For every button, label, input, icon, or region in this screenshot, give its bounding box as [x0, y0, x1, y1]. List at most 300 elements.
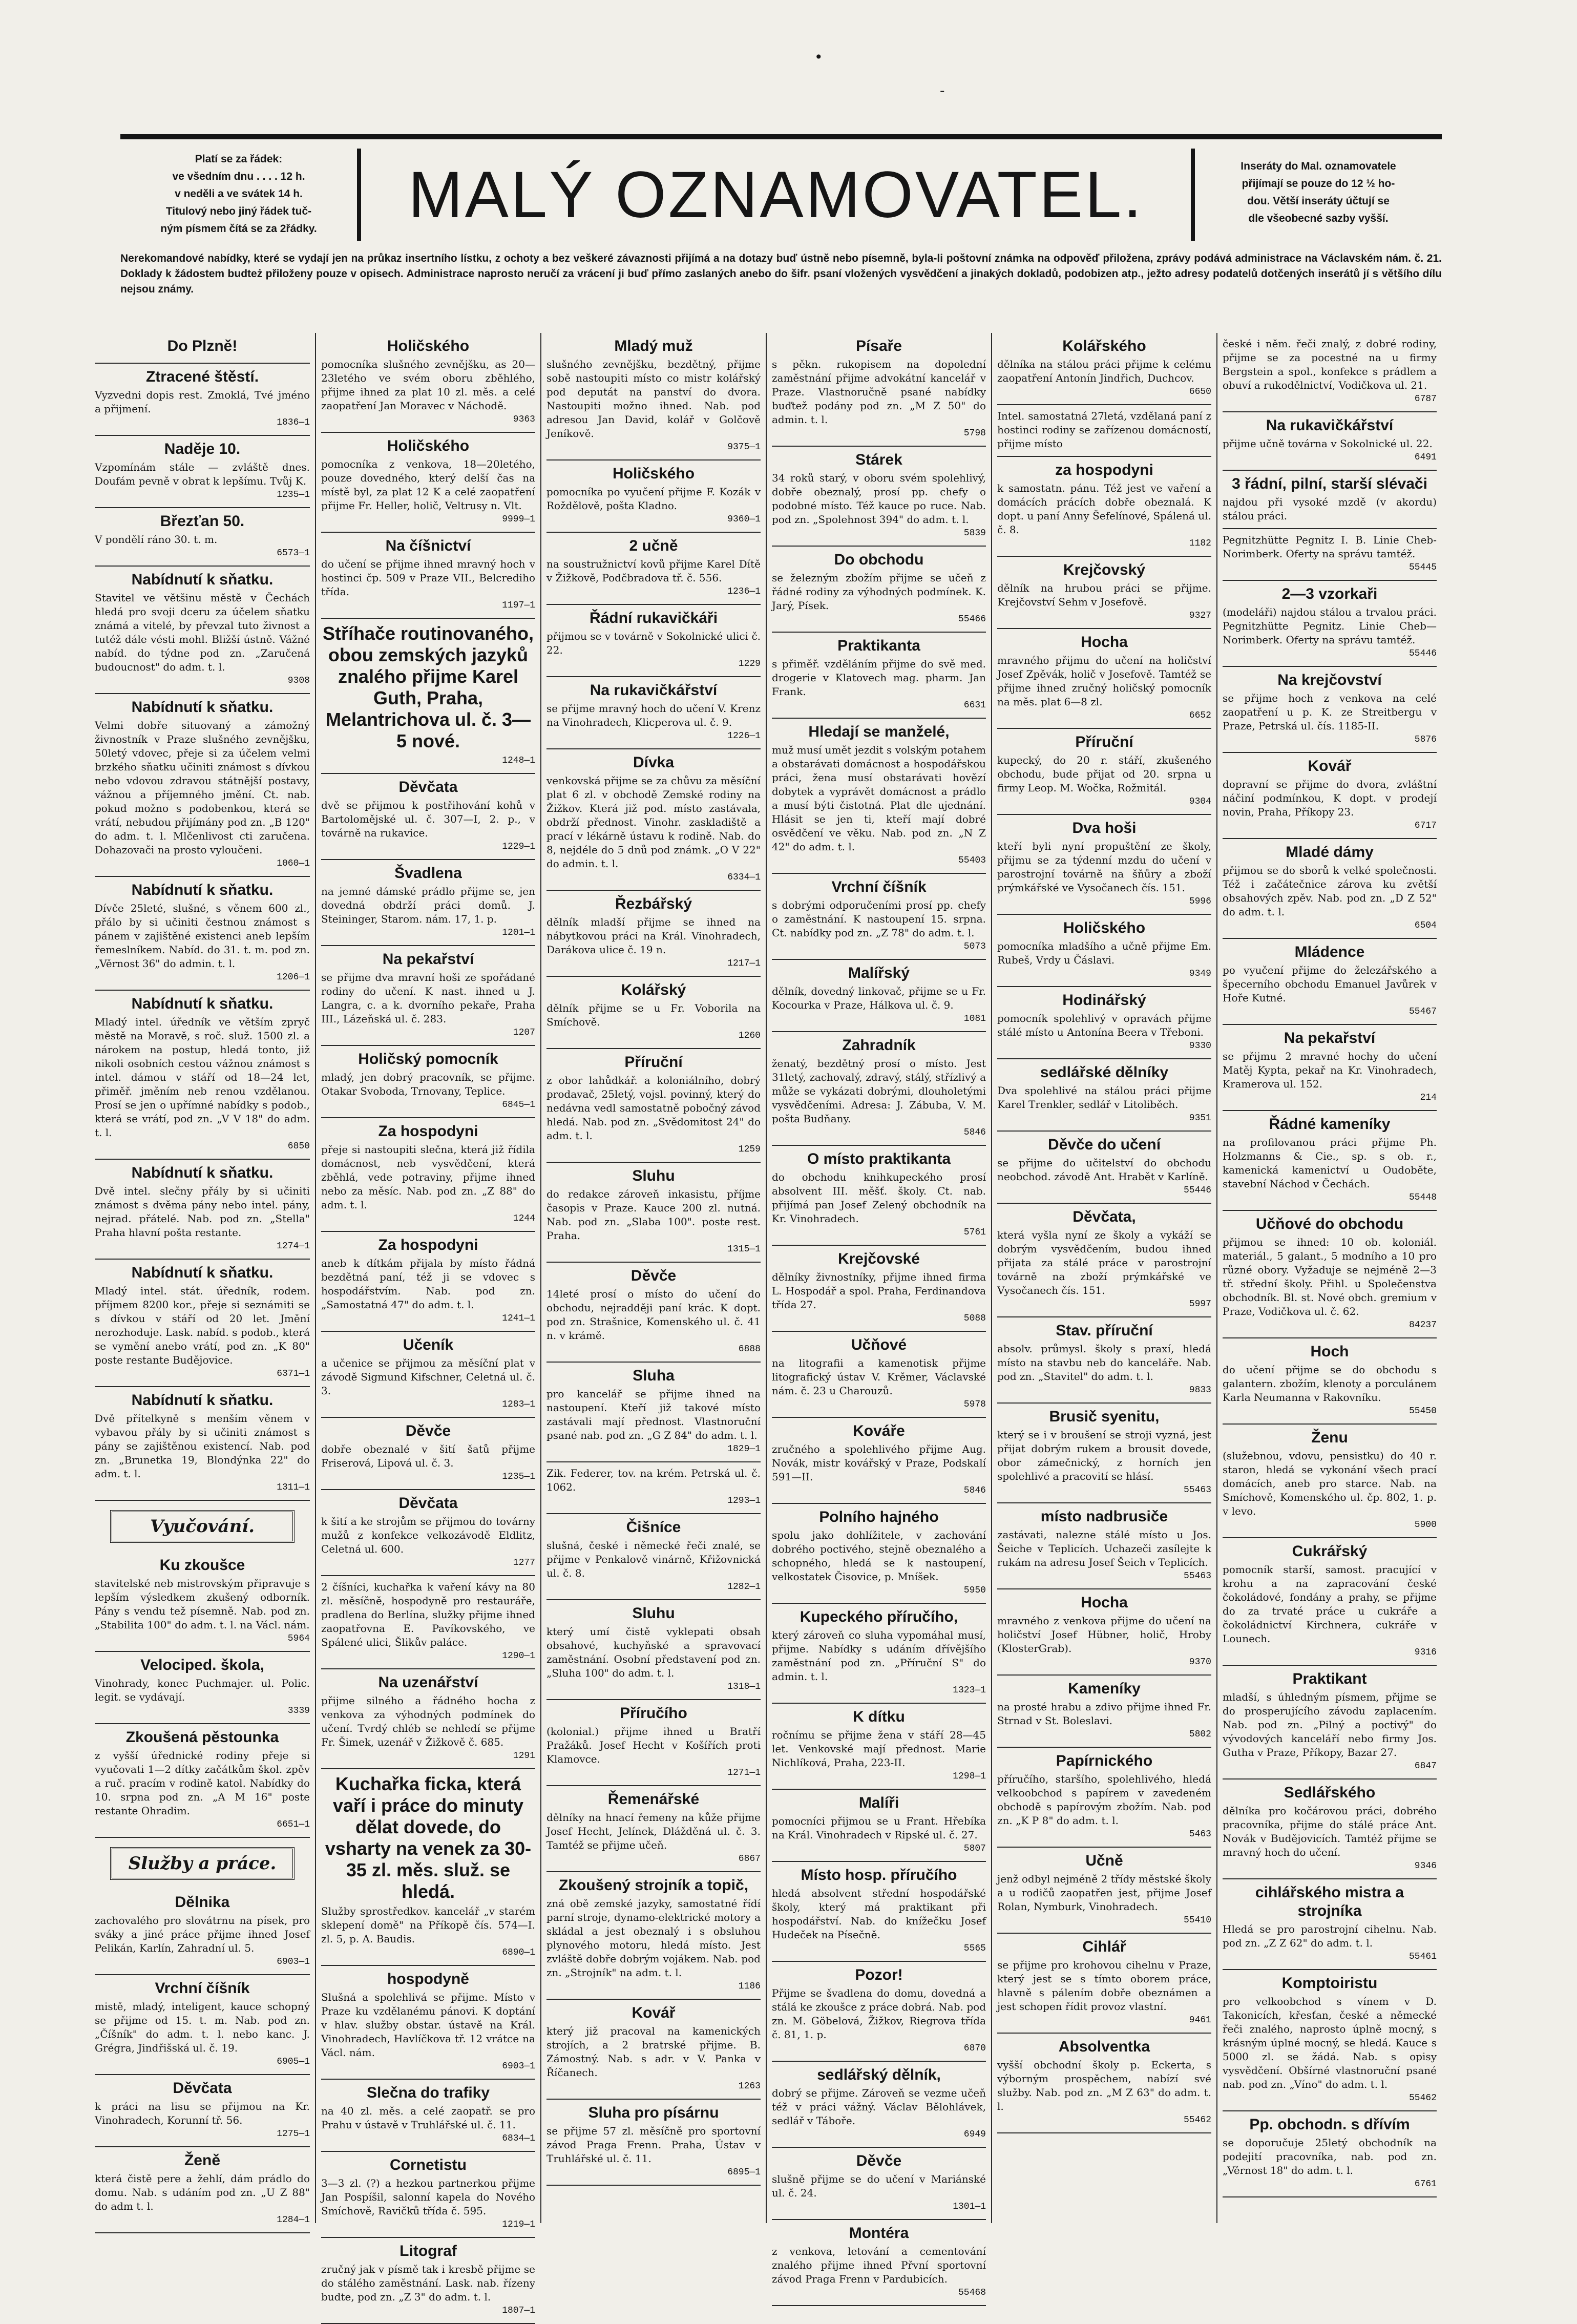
ad-column — [540, 333, 766, 2223]
classified-ad — [321, 1966, 535, 2080]
classified-ad — [321, 1669, 535, 1769]
ad-text: do učení přijme se do obchodu s galantern. zbožím, klenoty a porculánem Karla Neumanna v Rakovníku. — [1223, 1364, 1437, 1404]
ad-title: Čišníce — [626, 1519, 681, 1536]
ad-title: Za hospodyni — [378, 1237, 478, 1253]
ad-code: 1318—1 — [727, 1682, 761, 1692]
ad-code: 5950 — [963, 1585, 986, 1596]
ad-title: Nabídnutí k sňatku. — [131, 571, 274, 588]
ad-code: 1081 — [963, 1014, 986, 1024]
classified-ad — [997, 1676, 1211, 1748]
classified-ad — [95, 694, 310, 877]
ad-code: 6371—1 — [277, 1369, 310, 1379]
classified-ad — [1223, 667, 1437, 753]
ad-code: 1260 — [738, 1031, 761, 1041]
ad-text: ročnímu se přijme žena v stáří 28—45 let. Venkovské mají přednost. Marie Nichlíková, Praha, 223-II. — [772, 1729, 986, 1769]
classified-ad — [1223, 1879, 1437, 1970]
ad-text: se přijme 57 zl. měsíčně pro sportovní závod Praga Frenn. Praha, Ústav v Truhlářské ul. č. 11. — [546, 2125, 761, 2165]
classified-ad — [321, 1576, 535, 1669]
ad-code: 1291 — [513, 1751, 535, 1761]
ad-code: 1275—1 — [277, 2129, 310, 2139]
ad-title: Krejčovské — [837, 1250, 920, 1267]
ad-title: Polního hajného — [819, 1509, 939, 1525]
ad-title: Nabídnutí k sňatku. — [131, 882, 274, 898]
ad-code: 1182 — [1189, 538, 1211, 549]
ad-text: dělník, dovedný linkovač, přijme se u Fr. Kocourka v Praze, Hálkova ul. č. 9. — [772, 985, 986, 1011]
ad-title: Zahradník — [842, 1037, 916, 1054]
ad-title: Hledají se manželé, — [808, 723, 950, 740]
ad-title: Hodinářský — [1062, 992, 1146, 1009]
ad-text: dopravní se přijme do dvora, zvláštní náčiní podmínkou, K dopt. v prodejí novin, Praha, Příkopy 23. — [1223, 778, 1437, 818]
ad-title: Hocha — [1081, 634, 1128, 651]
ad-text: Služby sprostředkov. kancelář „v starém sklepení domě" na Příkopě čís. 574—I. zl. 5, p. A. Baudis. — [321, 1905, 535, 1945]
ad-title: Zkoušený strojník a topič, — [558, 1877, 749, 1894]
classified-ad — [772, 1032, 986, 1146]
ad-code: 5088 — [963, 1313, 986, 1324]
ad-title: hospodyně — [387, 1971, 469, 1987]
ad-text: muž musí umět jezdit s volským potahem a obstarávati domácnost a hospodářskou práci, žena musí obstarávati hovězí dobytek a vyprávět domácnost a prádlo a musí býti čistotná. Plat dle ujednání. Hlásit se jen ti, kteří mají dobré osvědčení ve věku. Nab. pod zn. „N Z 42" do adm. t. l. — [772, 744, 986, 853]
ad-title: Děvče — [630, 1267, 677, 1284]
ad-title: Holičského — [387, 437, 470, 454]
classified-ad — [95, 1724, 310, 1838]
ad-title: Kolářský — [621, 981, 686, 998]
ad-code: 1248—1 — [502, 756, 535, 766]
ad-code: 9461 — [1189, 2015, 1211, 2025]
ad-title: Krejčovský — [1063, 561, 1146, 578]
ad-text: do učení se přijme ihned mravný hoch v hostinci čp. 509 v Praze VII., Belcrediho třída. — [321, 558, 535, 598]
classified-ad — [1223, 1666, 1437, 1779]
classified-ad — [95, 1975, 310, 2075]
ad-text: přijme učně továrna v Sokolnické ul. 22. — [1223, 437, 1433, 450]
classified-ad — [546, 1786, 761, 1872]
ad-code: 9370 — [1189, 1657, 1211, 1667]
classified-ad — [1223, 581, 1437, 667]
ad-text: do redakce zároveň inkasistu, příjme časopis v Praze. Kauce 200 zl. nutná. Nab. pod zn. „Slaba 100". poste rest. Praha. — [546, 1188, 761, 1242]
classified-ad — [772, 1146, 986, 1246]
ad-title: Řádní rukavičkáři — [589, 610, 718, 626]
ad-code: 1274—1 — [277, 1241, 310, 1251]
ad-code: 9330 — [1189, 1041, 1211, 1051]
classified-ad — [772, 1418, 986, 1504]
ad-title: Na krejčovství — [1277, 672, 1382, 688]
ad-code: 1323—1 — [953, 1685, 986, 1695]
ad-text: 3—3 zl. (?) a hezkou partnerkou přijme Jan Pospíšil, salonní kapela do Nového Smíchově, Ravičků třída č. 595. — [321, 2177, 535, 2217]
ad-code: 55403 — [958, 855, 986, 866]
ad-text: který zároveň co sluha vypomáhal musí, přijme. Nabídky s udáním dřívějšího zaměstnání pod zn. „Příruční S" do admin. t. l. — [772, 1629, 986, 1683]
ad-title: 3 řádní, pilní, starší slévači — [1232, 475, 1427, 492]
ad-code: 6949 — [963, 2129, 986, 2140]
ad-code: 1226—1 — [727, 731, 761, 741]
ad-code: 5846 — [963, 1127, 986, 1138]
ad-code: 55463 — [1183, 1571, 1211, 1581]
ad-text: české i něm. řeči znalý, z dobré rodiny, přijme se za pocestné na u firmy Bergstein a spol., konfekce s prádlem a obuví a rukodělnictví, Vodičkova ul. 21. — [1223, 338, 1437, 391]
ad-text: se přijmu 2 mravné hochy do učení Matěj Kypta, pekař na Kr. Vinohradech, Kramerova ul. 152. — [1223, 1050, 1437, 1090]
ad-text: dobrý se přijme. Zároveň se vezme učeň též v práci vážný. Václav Bělohlávek, sedlář v Táboře. — [772, 2087, 986, 2127]
classified-ad — [772, 719, 986, 874]
ad-text: Intel. samostatná 27letá, vzdělaná paní z hostinci rodiny se zařízenou domácností, přijme místo — [997, 410, 1211, 450]
classified-ad — [321, 2080, 535, 2152]
ad-text: Vzpomínám stále — zvláště dnes. Doufám pevně v obrat k lepšímu. Tvůj K. — [95, 461, 310, 487]
ad-code: 5761 — [963, 1227, 986, 1238]
classifieds-header — [120, 134, 1442, 252]
ad-code: 1060—1 — [277, 859, 310, 869]
classified-ad — [997, 729, 1211, 815]
ad-title: Mladý muž — [614, 338, 693, 354]
deadline-line: Inseráty do Mal. oznamovatele — [1240, 160, 1396, 172]
classified-ad — [546, 2000, 761, 2100]
ad-title: Písaře — [855, 338, 902, 354]
ad-code: 55461 — [1408, 1952, 1437, 1962]
ad-column — [90, 333, 315, 2223]
ad-title: Učně — [1085, 1852, 1123, 1869]
classified-ad — [997, 457, 1211, 557]
ad-code: 6652 — [1189, 710, 1211, 721]
ad-code: 6895—1 — [727, 2167, 761, 2178]
ad-text: přijme silného a řádného hocha z venkova za výhodných podmínek do učení. Tvrdý chléb se nehledí se přijme Fr. Šimek, uzenář v Žižkově č. 685. — [321, 1694, 535, 1748]
ad-title: Montéra — [849, 2225, 909, 2242]
classified-ad — [772, 1962, 986, 2062]
ad-title: Na rukavičkářství — [1266, 417, 1394, 434]
classified-ad — [997, 915, 1211, 987]
ad-title: Pozor! — [855, 1966, 903, 1983]
deadline-line: dle všeobecné sazby vyšší. — [1248, 213, 1389, 224]
ad-code: 6504 — [1414, 920, 1437, 931]
ad-text: dělník mladší přijme se ihned na nábytkovou práci na Král. Vinohradech, Darákova ulice č. 19 n. — [546, 916, 761, 956]
classified-ad — [95, 567, 310, 694]
ad-title: Hoch — [1310, 1343, 1349, 1360]
page-title: MALÝ OZNAMOVATEL. — [408, 158, 1144, 232]
ad-code: 5463 — [1189, 1829, 1211, 1839]
ad-title: Brusič syenitu, — [1049, 1408, 1160, 1425]
ad-code: 9375—1 — [727, 442, 761, 452]
ad-code: 1311—1 — [277, 1482, 310, 1493]
ad-text: mladý, jen dobrý pracovník, se přijme. Otakar Svoboda, Trnovany, Teplice. — [321, 1071, 535, 1097]
ad-title: Velociped. škola, — [140, 1657, 264, 1673]
ad-title: Za hospodyni — [378, 1123, 478, 1140]
classified-ad — [321, 333, 535, 433]
ad-title: Praktikant — [1292, 1670, 1367, 1687]
ad-code: 55446 — [1408, 648, 1437, 659]
ad-title: Nabídnutí k sňatku. — [131, 1164, 274, 1181]
ad-text: venkovská přijme se za chůvu za měsíční plat 6 zl. v obchodě Zemské rodiny na Žižkov. Která již pod. místo zastávala, obdrží přednost. Vinohr. zaskladiště a prací v lékárně ústavu k rodině. Nab. do 8, nejdéle do 5 dnů pod známk. „O V 22" do admin. t. l. — [546, 774, 761, 870]
ad-text: na soustružnictví kovů přijme Karel Dítě v Žižkově, Podčbradova tř. č. 556. — [546, 558, 761, 584]
ad-text: stavitelské neb mistrovským připravuje s lepším výsledkem zkušený odborník. Pány s vendu tež písemně. Nab. pod zn. „Stabilita 100" do adm. t. l. na Václ. nám. — [95, 1577, 310, 1631]
classified-ad — [95, 2075, 310, 2147]
ad-text: na litografii a kamenotisk přijme litografický ústav V. Krěmer, Václavské nám. č. 23 u Charouzů. — [772, 1357, 986, 1397]
ad-title: Kameníky — [1068, 1680, 1141, 1697]
classified-ad — [321, 533, 535, 619]
classified-ad — [1223, 2111, 1437, 2197]
classified-ad — [997, 1132, 1211, 1204]
ad-text: který umí čistě vyklepati obsah obsahové, kuchyňské a spravovací zaměstnání. Osobní představení pod zn. „Sluha 100" do adm. t. l. — [546, 1625, 761, 1679]
ad-code: 214 — [1420, 1093, 1437, 1103]
ad-code: 6845—1 — [502, 1100, 535, 1110]
classified-ad — [321, 1046, 535, 1118]
ad-code: 9304 — [1189, 797, 1211, 807]
ad-title: Kovář — [632, 2004, 676, 2021]
classified-ad — [95, 1160, 310, 1260]
ad-title: Děvčata, — [1073, 1208, 1136, 1225]
classified-ad — [321, 2238, 535, 2324]
ad-text: zručný jak v písmě tak i kresbě přijme se do stálého zaměstnání. Lask. nab. řízeny budte, pod zn. „Z 3" do adm. t. l. — [321, 2263, 535, 2303]
ad-title: Ženě — [184, 2152, 221, 2169]
classified-ad — [95, 1387, 310, 1501]
classified-ad — [95, 2147, 310, 2233]
ad-code: 9349 — [1189, 969, 1211, 979]
ad-code: 9316 — [1414, 1647, 1437, 1658]
ad-title: Na uzenářství — [378, 1674, 478, 1691]
ink-dot: • — [814, 49, 823, 66]
ad-title: Příruční — [1075, 734, 1133, 750]
ad-text: pomocníka po vyučení přijme F. Kozák v Roždělově, pošta Kladno. — [546, 486, 761, 512]
ad-title: Sluhu — [632, 1605, 675, 1622]
ad-title: Hocha — [1081, 1594, 1128, 1611]
ad-text: 14leté prosí o místo do učení do obchodu, nejradději paní krác. K dopt. pod zn. Strašnice, Komenského ul. č. 41 n. v krámě. — [546, 1288, 761, 1342]
ad-title: Místo hosp. příručího — [801, 1867, 957, 1883]
ad-text: se přijme mravný hoch do učení V. Krenz na Vinohradech, Klicperova ul. č. 9. — [546, 702, 761, 728]
ad-code: 5876 — [1414, 735, 1437, 745]
classified-ad — [772, 2062, 986, 2148]
ad-code: 5996 — [1189, 896, 1211, 907]
ad-title: Cihlář — [1082, 1938, 1126, 1955]
ad-text: ženatý, bezdětný prosí o místo. Jest 31letý, zachovalý, zdravý, stálý, střízlivý a může se vykázati dobrými, dlouholetými vysvědčeními. Adresa: J. Zábuba, V. M. pošta Budňany. — [772, 1057, 986, 1125]
classified-ad — [1223, 1111, 1437, 1211]
classified-ad — [546, 605, 761, 677]
classified-ad — [772, 2148, 986, 2220]
section-heading: Vyučování. — [110, 1510, 295, 1543]
ad-text: Dvě intel. slečny přály by si učiniti známost s dvěma pány nebo intel. pány, nejrad. přátelé. Nab. pod zn. „Stella" Praha hlavní pošta restante. — [95, 1185, 310, 1239]
ad-title: Nabídnutí k sňatku. — [131, 995, 274, 1012]
ad-text: přeje si nastoupiti slečna, která již řídila domácnost, neb vysvědčení, která zběhlá, vede potraviny, přijme ihned nebo za měsíc. Nab. pod zn. „Z 88" do adm. t. l. — [321, 1143, 535, 1211]
ad-title: Stříhače routinovaného, obou zemských jazyků znalého přijme Karel Guth, Praha, Melantrichova ul. č. 3—5 nové. — [322, 623, 534, 751]
ad-title: Nabídnutí k sňatku. — [131, 1392, 274, 1409]
classified-ad — [1223, 471, 1437, 529]
classified-ad — [772, 1704, 986, 1790]
classified-ad — [1223, 529, 1437, 581]
classified-ad — [1223, 333, 1437, 412]
ink-mark: - — [940, 82, 945, 99]
ad-text: k šití a ke strojům se přijmou do továrny mužů z konfekce velkozávodě Eldlitz, Celetná ul. 600. — [321, 1515, 535, 1555]
classified-ad — [772, 1862, 986, 1962]
classified-ad — [95, 1652, 310, 1724]
ad-title: sedlářský dělník, — [817, 2066, 941, 2083]
ad-text: z obor lahůdkář. a koloniálního, dobrý prodavač, 25letý, vojsl. povinný, který do nedávna vedl samostatně pobočný závod hledá. Nab. pod zn. „Svědomitost 24" do adm. t. l. — [546, 1074, 761, 1142]
classified-ad — [321, 946, 535, 1046]
ad-text: pomocníci přijmou se u Frant. Hřebíka na Král. Vinohradech v Ripské ul. č. 27. — [772, 1815, 986, 1841]
classified-ad — [546, 533, 761, 605]
ad-code: 1236—1 — [727, 587, 761, 597]
ad-code: 6847 — [1414, 1761, 1437, 1771]
classified-ad — [772, 2220, 986, 2306]
ad-text: Dva spolehlivé na stálou práci přijme Karel Trenkler, sedlář v Litoliběch. — [997, 1084, 1211, 1111]
ad-title: Kováře — [853, 1422, 905, 1439]
ad-text: pro kancelář se přijme ihned na nastoupení. Kteří již takové místo zastávali mají přednost. Vlastnoruční psané nab. pod zn. „G Z 84" do adm. t. l. — [546, 1388, 761, 1441]
classified-ad — [1223, 1211, 1437, 1338]
ad-title: Sedlářského — [1284, 1784, 1376, 1801]
ad-code: 1259 — [738, 1144, 761, 1155]
ad-text: která vyšla nyní ze školy a vykáží se dobrým vysvědčením, budou ihned přijata za stálé práce v parostrojní továrně na zboží prýmkářské ve Vysočanech čís. 151. — [997, 1229, 1211, 1296]
classified-ad — [772, 333, 986, 447]
ad-text: 34 roků starý, v oboru svém spolehlivý, dobře obeznalý, prosí pp. chefy o podobné místo. Též kauce po ruce. Nab. pod zn. „Spolehnost 394" do adm. t. l. — [772, 472, 986, 526]
ad-text: pomocníka mladšího a učně přijme Em. Rubeš, Vrdy u Čáslavi. — [997, 940, 1211, 966]
classified-ad — [1223, 839, 1437, 939]
classified-ad — [95, 508, 310, 567]
deadline-line: dou. Větší inseráty účtují se — [1247, 195, 1390, 207]
ad-code: 5839 — [963, 528, 986, 538]
ad-title: Děvče do učení — [1047, 1136, 1161, 1153]
ad-code: 6903—1 — [277, 1957, 310, 1967]
classified-ad — [1223, 1025, 1437, 1111]
ad-title: Cukrářský — [1292, 1543, 1368, 1560]
ad-code: 55462 — [1408, 2093, 1437, 2103]
ad-text: (modeláři) najdou stálou a trvalou práci. Pegnitzhütte Pegnitz. Linie Cheb—Norimberk. Oferty na správu tamtéž. — [1223, 606, 1437, 646]
classified-ad — [546, 1049, 761, 1163]
ad-code: 6867 — [738, 1854, 761, 1864]
ad-text: slušná, české i německé řeči znalé, se přijme v Penkalově vinárně, Křižovnická ul. č. 8. — [546, 1539, 761, 1579]
ad-text: na profilovanou práci přijme Ph. Holzmanns & Cie., sp. s ob. r., kamenická kamenictví u Oudoběte, stavební Náchod v Čechách. — [1223, 1136, 1437, 1190]
ad-text: a učenice se přijmou za měsíční plat v závodě Sigmund Kifschner, Celetná ul. č. 3. — [321, 1357, 535, 1397]
ad-text: dělníka pro kočárovou práci, dobrého pracovníka, přijme do stálé práce Ant. Novák v Budějovicích. Tamtéž přijme se mravný hoch do učení. — [1223, 1805, 1437, 1858]
classified-ad — [321, 2152, 535, 2238]
ad-code: 1283—1 — [502, 1399, 535, 1410]
classified-ad — [772, 633, 986, 719]
ad-title: Dva hoši — [1072, 820, 1137, 836]
ad-code: 5900 — [1414, 1520, 1437, 1530]
pricing-line: Platí se za řádek: — [195, 153, 283, 165]
ad-code: 55468 — [958, 2288, 986, 2298]
ad-title: Komptoiristu — [1281, 1975, 1378, 1992]
ad-title: Stárek — [855, 451, 902, 468]
ad-text: (služebnou, vdovu, pensistku) do 40 r. staron, hledá se vykonání všech prací domácích, aneb pro starce. Nab. na Smíchově, Komenského ul. čp. 802, 1. p. v levo. — [1223, 1450, 1437, 1517]
ad-code: 55445 — [1408, 562, 1437, 573]
classified-ad — [772, 1504, 986, 1604]
classified-ad — [997, 815, 1211, 915]
ad-title: Holičského — [612, 465, 695, 482]
ad-code: 6334—1 — [727, 872, 761, 883]
ad-title: Dívka — [633, 754, 675, 771]
ad-title: Vrchní číšník — [831, 878, 927, 895]
ad-code: 6573—1 — [277, 548, 310, 558]
classified-ad — [1223, 1425, 1437, 1538]
pricing-line: ve všedním dnu . . . . 12 h. — [172, 171, 305, 182]
ad-code: 6903—1 — [502, 2061, 535, 2071]
ad-text: aneb k dítkám přijala by místo řádná bezdětná paní, též ji se vdovec s hospodářstvím. Nab. pod zn. „Samostatná 47" do adm. t. l. — [321, 1257, 535, 1311]
ad-code: 55467 — [1408, 1007, 1437, 1017]
ad-code: 6717 — [1414, 821, 1437, 831]
ad-title: Sluha — [633, 1367, 675, 1384]
classified-ad — [546, 1514, 761, 1600]
ad-title: Na pekařství — [382, 951, 474, 968]
ad-text: 2 číšníci, kuchařka k vaření kávy na 80 zl. měsíčně, hospodyně pro restauráře, pradlena do Berlína, služky přijme ihned zaopatřovna E. Pavíkovského, ve Spálené ulici, Šlikův paláce. — [321, 1581, 535, 1648]
classified-ad — [1223, 1538, 1437, 1666]
classified-ad — [1223, 1779, 1437, 1879]
ad-title: Slečna do trafiky — [366, 2084, 490, 2101]
ad-text: mistě, mladý, inteligent, kauce schopný se přijme od 15. t. m. Nab. pod zn. „Číšník" do adm. t. l. nebo kanc. J. Grégra, Jindřišská ul. č. 19. — [95, 2000, 310, 2054]
ad-text: z venkova, letování a cementování znalého přijme ihned Přvní sportovní závod Praga Frenn v Pardubicích. — [772, 2245, 986, 2285]
ad-code: 1207 — [513, 1028, 535, 1038]
ad-code: 1290—1 — [502, 1651, 535, 1661]
ad-title: Učeník — [403, 1336, 454, 1353]
ad-title: Kuchařka ficka, která vaří i práce do minuty dělat dovede, do vsharty na venek za 30-35 zl. měs. služ. se hledá. — [325, 1773, 532, 1902]
ad-code: 1315—1 — [727, 1244, 761, 1254]
ad-code: 1235—1 — [277, 490, 310, 500]
ad-code: 1263 — [738, 2081, 761, 2091]
ad-code: 1217—1 — [727, 958, 761, 969]
ad-text: mravného přijmu do učení na holičství Josef Zpěvák, holič v Josefově. Tamtéž se přijme ihned zručný holičský pomocník na měs. plat 6—8 zl. — [997, 654, 1211, 708]
ad-title: Děvče — [856, 2152, 902, 2169]
classified-ad — [546, 1600, 761, 1700]
ad-text: se přijme dva mravní hoši ze spořádané rodiny do učení. K nast. ihned u J. Langra, c. a k. dvorního pekaře, Praha III., Lázeňská ul. č. 283. — [321, 971, 535, 1025]
ad-text: Zik. Federer, tov. na krém. Petrská ul. č. 1062. — [546, 1467, 761, 1493]
classified-ad — [321, 1118, 535, 1232]
ad-text: příručího, staršího, spolehlivého, hledá velkoobchod s papírem v zavedeném obchodě s papírovým zbožím. Nab. pod zn. „K P 8" do adm. t. l. — [997, 1773, 1211, 1827]
ad-code: 1186 — [738, 1981, 761, 1992]
ad-code: 6888 — [738, 1344, 761, 1354]
ad-code: 6890—1 — [502, 1948, 535, 1958]
ad-title: Kolářského — [1062, 338, 1146, 354]
ad-title: Na rukavičkářství — [590, 682, 718, 699]
ad-text: pomocníka slušného zevnějšku, as 20—23letého ve svém oboru zběhlého, přijme ihned za plat 10 zl. měs. a celé zaopatření Jan Moravec v Náchodě. — [321, 358, 535, 412]
ad-text: na jemné dámské prádlo přijme se, jen dovedná obdrží práci domů. J. Steininger, Starom. nám. 17, 1. p. — [321, 885, 535, 925]
classified-ad — [772, 1246, 986, 1332]
ad-title: Mladé dámy — [1286, 844, 1374, 861]
ad-code: 6761 — [1414, 2179, 1437, 2189]
ad-title: Děvčata — [173, 2080, 232, 2097]
classified-ad — [997, 1589, 1211, 1676]
ad-text: spolu jako dohlížitele, v zachování dobrého poctivého, stejně obeznalého a schopného, hledá se k nastoupení, velkostatek Čisovice, p. Mníšek. — [772, 1529, 986, 1583]
ad-title: místo nadbrusiče — [1040, 1508, 1168, 1525]
classified-ad — [997, 557, 1211, 629]
classified-ad — [546, 977, 761, 1049]
ad-text: mravného z venkova přijme do učení na holičství Josef Hübner, holič, Hroby (KlosterGrab). — [997, 1615, 1211, 1655]
ad-title: Švadlena — [394, 865, 462, 882]
classified-ad — [997, 2034, 1211, 2133]
ad-title: cihlářského mistra a strojníka — [1255, 1884, 1404, 1919]
ad-title: Stav. příruční — [1056, 1322, 1153, 1339]
classified-ad — [546, 1263, 761, 1363]
classified-ad — [772, 447, 986, 547]
ad-columns — [90, 333, 1442, 2316]
ad-text: do obchodu knihkupeckého prosí absolvent III. měšť. školy. Ct. nab. přijímá pan Josef Zelený obchodník na Kr. Vinohradech. — [772, 1171, 986, 1225]
ad-text: Mladý intel. úředník ve větším zpryč městě na Moravě, s roč. služ. 1500 zl. a nárokem na postup, hledá tonto, již nikoli osobních cestou vážnou známost s intel. dámou v stáří od 18—24 let, přiměř. jměním neb renou vzdělanou. Prosí se jen o upřímné nabídky s podob., která se vrátí, pod zn. „V V 18" do adm. t. l. — [95, 1016, 310, 1139]
ad-code: 6787 — [1414, 394, 1437, 404]
classified-ad — [997, 987, 1211, 1059]
ad-title: Malíři — [858, 1794, 899, 1811]
ad-title: Příruční — [624, 1054, 683, 1071]
ad-text: V pondělí ráno 30. t. m. — [95, 533, 218, 546]
classified-ad — [546, 333, 761, 460]
ad-title: Řemenářské — [607, 1791, 700, 1808]
classified-ad — [772, 874, 986, 960]
ad-text: Stavitel ve většinu městě v Čechách hledá pro svoji dceru za účelem sňatku známá a vitelé, by převzal tuto živnost a tutéž dále vésti mohl. Bližší ústně. Vážné nabíd. do týdne pod zn. „Zaručená budoucnost" do adm. t. l. — [95, 592, 310, 673]
ad-code: 1229—1 — [502, 842, 535, 852]
ad-title: Absolventka — [1058, 2038, 1150, 2055]
ad-text: Mladý intel. stát. úředník, rodem. příjmem 8200 kor., přeje si seznámiti se s dívkou v stáří od 20 let. Jmění nerozhoduje. Lask. nabíd. s podob., která se vymění anebo vrátí, pod zn. „K 80" poste restante Budějovice. — [95, 1285, 310, 1366]
classified-ad — [95, 436, 310, 508]
ad-text: kteří byli nyní propuštění ze školy, přijmu se za týdenní mzdu do učení v parostrojní továrně na šňůry a zboží prýmkářské ve Vysočanech čís. 151. — [997, 840, 1211, 894]
ad-text: dělník na hrubou práci se přijme. Krejčovství Sehm v Josefově. — [997, 582, 1211, 608]
classified-ad — [95, 1552, 310, 1652]
ad-code: 55462 — [1183, 2115, 1211, 2125]
ad-title: Na číšnictví — [385, 537, 471, 554]
ad-text: kupecký, do 20 r. stáří, zkušeného obchodu, bude přijat od 20. srpna u firmy Leop. M. Wočka, Rožmitál. — [997, 754, 1211, 794]
ad-text: se doporučuje 25letý obchodník na podejití pracovníka, nab. pod zn. „Věrnost 18" do adm. t. l. — [1223, 2137, 1437, 2176]
classified-ad — [95, 1260, 310, 1387]
ad-code: 6651—1 — [277, 1819, 310, 1830]
classified-ad — [997, 1059, 1211, 1132]
classified-ad — [321, 860, 535, 946]
ad-title: Děvče — [405, 1422, 451, 1439]
ad-text: slušného zevnějšku, bezdětný, přijme sobě nastoupiti místo co mistr kolářský pod deputát na panství do dvora. Nastoupiti možno ihned. Nab. pod adresou Jan David, kolář v Golčově Jeníkově. — [546, 358, 761, 439]
